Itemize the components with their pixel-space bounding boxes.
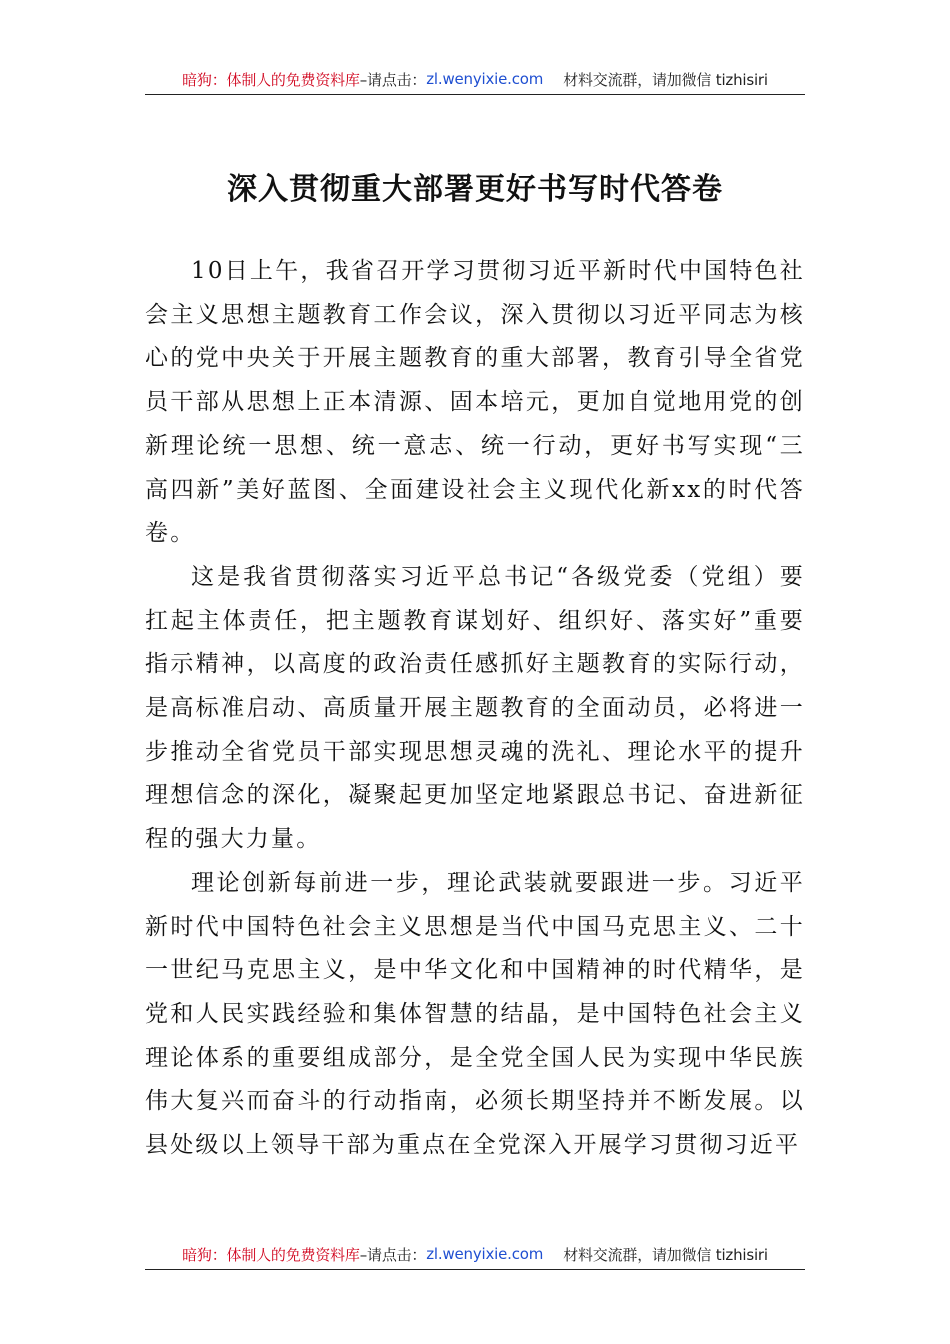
- banner-click-prompt: –请点击：: [359, 1245, 427, 1264]
- document-title: 深入贯彻重大部署更好书写时代答卷: [227, 172, 723, 207]
- banner-url-link[interactable]: zl.wenyixie.com: [426, 70, 544, 88]
- paragraph: 10日上午，我省召开学习贯彻习近平新时代中国特色社会主义思想主题教育工作会议，深入贯彻以习近平同志为核心的党中央关于开展主题教育的重大部署，教育引导全省党员干部从思想上正本清源、固本培元，更加自觉地用党的创新理论统一思想、统一意志、统一行动，更好书写实现“三高四新”美好蓝图、全面建设社会主义现代化新xx的时代答卷。: [145, 258, 805, 547]
- banner-click-prompt: –请点击：: [359, 70, 427, 89]
- footer-banner: [145, 1239, 805, 1270]
- banner-group-text: 材料交流群，请加微信 tizhisiri: [563, 1245, 768, 1264]
- banner-site-name: 暗狗：体制人的免费资料库: [182, 1245, 360, 1264]
- banner-site-name: 暗狗：体制人的免费资料库: [182, 70, 360, 89]
- paragraph: 这是我省贯彻落实习近平总书记“各级党委（党组）要扛起主体责任，把主题教育谋划好、组织好、落实好”重要指示精神，以高度的政治责任感抓好主题教育的实际行动，是高标准启动、高质量开展主题教育的全面动员，必将进一步推动全省党员干部实现思想灵魂的洗礼、理论水平的提升理想信念的深化，凝聚起更加坚定地紧跟总书记、奋进新征程的强大力量。: [145, 563, 805, 853]
- paragraph: 理论创新每前进一步，理论武装就要跟进一步。习近平新时代中国特色社会主义思想是当代中国马克思主义、二十一世纪马克思主义，是中华文化和中国精神的时代精华，是党和人民实践经验和集体智慧的结晶，是中国特色社会主义理论体系的重要组成部分，是全党全国人民为实现中华民族伟大复兴而奋斗的行动指南，必须长期坚持并不断发展。以县处级以上领导干部为重点在全党深入开展学习贯彻习近平: [145, 869, 805, 1159]
- banner-group-text: 材料交流群，请加微信 tizhisiri: [563, 70, 768, 89]
- banner-url-link[interactable]: zl.wenyixie.com: [426, 1245, 544, 1263]
- document-body: [145, 250, 805, 1168]
- header-banner: [145, 64, 805, 95]
